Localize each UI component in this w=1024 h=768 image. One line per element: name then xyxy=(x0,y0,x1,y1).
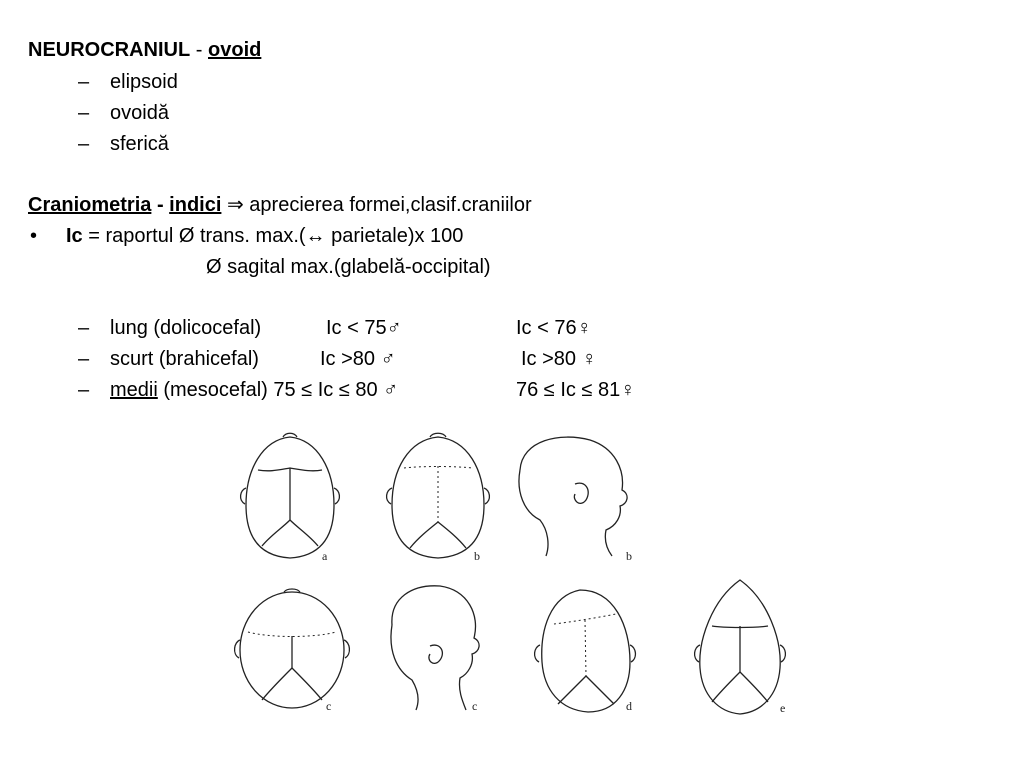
dash: – xyxy=(78,71,90,93)
class-female: Ic < 76♀ xyxy=(516,317,592,339)
class-female: 76 ≤ Ic ≤ 81♀ xyxy=(516,379,636,401)
class-name: scurt (brahicefal) xyxy=(110,348,259,370)
skull-top-view-c xyxy=(235,589,350,713)
figure-label: c xyxy=(326,699,332,713)
ic-denominator: Ø sagital max.(glabelă-occipital) xyxy=(206,256,491,278)
class-name-rest: (mesocefal) 75 ≤ Ic ≤ 80 ♂ xyxy=(163,379,399,401)
figure-label: c xyxy=(472,699,478,713)
figure-label: b xyxy=(626,549,632,563)
class-name-underlined: medii xyxy=(110,379,158,401)
dash: – xyxy=(78,379,90,401)
class-male: Ic < 75♂ xyxy=(326,317,402,339)
shape-item: sferică xyxy=(110,133,169,155)
ic-label: Ic xyxy=(66,225,83,247)
class-name: lung (dolicocefal) xyxy=(110,317,262,339)
class-male: Ic >80 ♂ xyxy=(320,348,396,370)
heading-sep: - xyxy=(195,39,203,61)
arrow-icon: ⇒ xyxy=(226,194,244,216)
figure-label: b xyxy=(474,549,480,563)
skull-profile-c xyxy=(391,586,479,713)
figure-label: a xyxy=(322,549,328,563)
dash: – xyxy=(78,133,90,155)
section-sub: indici xyxy=(169,194,222,216)
shape-item: ovoidă xyxy=(110,102,169,124)
dash: – xyxy=(78,102,90,124)
bullet-icon: • xyxy=(30,225,38,247)
shape-item: elipsoid xyxy=(110,71,178,93)
heading-title: NEUROCRANIUL xyxy=(28,39,191,61)
figure-label: d xyxy=(626,699,632,713)
figure-label: e xyxy=(780,701,786,715)
skull-top-view-d xyxy=(535,590,636,713)
class-female: Ic >80 ♀ xyxy=(521,348,597,370)
section-desc: aprecierea formei,clasif.craniilor xyxy=(249,194,532,216)
section-title: Craniometria xyxy=(28,194,152,216)
dash: – xyxy=(78,348,90,370)
skull-profile-b xyxy=(519,437,632,563)
ic-numerator: = raportul Ø trans. max.(↔ parietale)x 100 xyxy=(88,225,464,247)
heading-shape: ovoid xyxy=(208,39,262,61)
skull-top-view-b xyxy=(387,433,490,563)
dash: – xyxy=(78,317,90,339)
skull-top-view-e xyxy=(695,580,786,715)
skull-top-view-a xyxy=(241,433,340,563)
section-sep: - xyxy=(156,194,164,216)
